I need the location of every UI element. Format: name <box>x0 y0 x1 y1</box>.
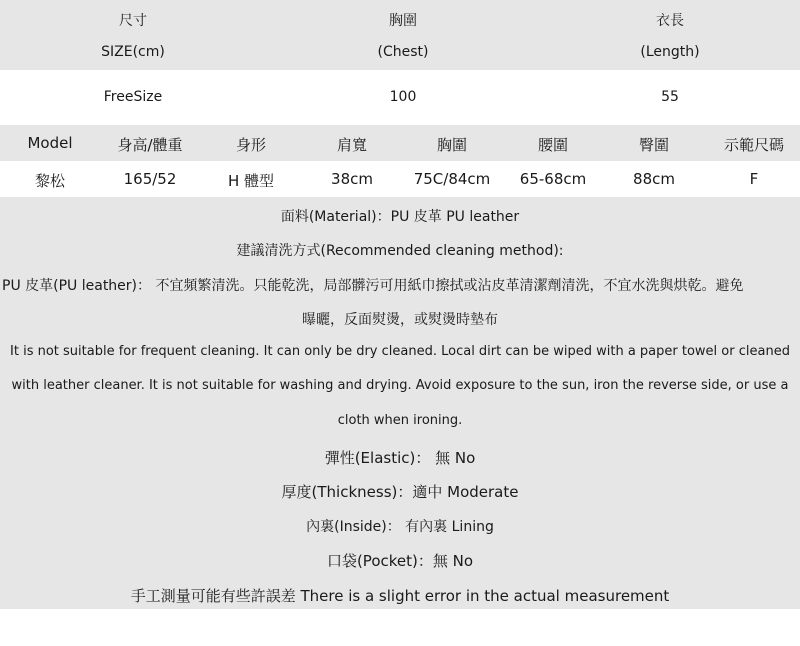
material-line: 面料(Material)：PU 皮革 PU leather <box>280 209 520 225</box>
model-table-row <box>0 161 800 197</box>
measurement-note: 手工測量可能有些許誤差 There is a slight error in the actual measurement <box>130 587 670 605</box>
size-table-header <box>0 0 800 70</box>
cleaning-en-line-3: cloth when ironing. <box>337 413 463 428</box>
inside-line: 內裏(Inside)： 有內裏 Lining <box>306 519 494 535</box>
size-value: FreeSize <box>103 89 163 105</box>
model-waist: 65-68cm <box>519 170 587 188</box>
length-header-en: (Length) <box>640 44 700 60</box>
chest-header-zh: 胸圍 <box>389 13 417 29</box>
model-shoulder: 38cm <box>331 170 373 188</box>
model-body-shape: H 體型 <box>227 172 275 190</box>
model-header-hip: 臀圍 <box>638 136 670 154</box>
model-chest: 75C/84cm <box>413 170 491 188</box>
model-header-body-shape: 身形 <box>235 136 267 154</box>
chest-value: 100 <box>389 89 417 105</box>
model-header-demo-size: 示範尺碼 <box>723 136 785 154</box>
chest-header-en: (Chest) <box>377 44 429 60</box>
cleaning-zh-line-2: 曝曬，反面熨燙，或熨燙時墊布 <box>302 312 498 328</box>
size-header-en: SIZE(cm) <box>101 44 165 60</box>
cleaning-en-line-1: It is not suitable for frequent cleaning. It can only be dry cleaned. Local dirt can be wiped with a paper towel or cleaned <box>10 344 790 359</box>
model-height-weight: 165/52 <box>123 170 177 188</box>
model-demo-size: F <box>749 170 759 188</box>
length-header-zh: 衣長 <box>656 13 684 29</box>
size-table-row <box>0 70 800 125</box>
length-value: 55 <box>661 89 679 105</box>
thickness-line: 厚度(Thickness)：適中 Moderate <box>281 483 519 501</box>
pocket-line: 口袋(Pocket)：無 No <box>326 552 474 570</box>
model-header-waist: 腰圍 <box>537 136 569 154</box>
model-header-chest: 胸圍 <box>436 136 468 154</box>
cleaning-zh-line-1: PU 皮革(PU leather)： 不宜頻繁清洗。只能乾洗，局部髒污可用紙巾擦拭或沾皮革清潔劑清洗，不宜水洗與烘乾。避免 <box>2 278 744 294</box>
product-info-block <box>0 197 800 609</box>
model-header-height-weight: 身高/體重 <box>117 136 183 154</box>
model-name: 黎松 <box>34 172 66 190</box>
elastic-line: 彈性(Elastic)： 無 No <box>324 449 476 467</box>
cleaning-en-line-2: with leather cleaner. It is not suitable for washing and drying. Avoid exposure to the sun, iron the reverse side, or use a <box>11 378 789 393</box>
model-header-shoulder: 肩寬 <box>336 136 368 154</box>
cleaning-title: 建議清洗方式(Recommended cleaning method): <box>236 243 564 259</box>
model-hip: 88cm <box>633 170 675 188</box>
size-header-zh: 尺寸 <box>119 13 147 29</box>
model-table-header <box>0 125 800 161</box>
model-header-model: Model <box>27 134 73 152</box>
